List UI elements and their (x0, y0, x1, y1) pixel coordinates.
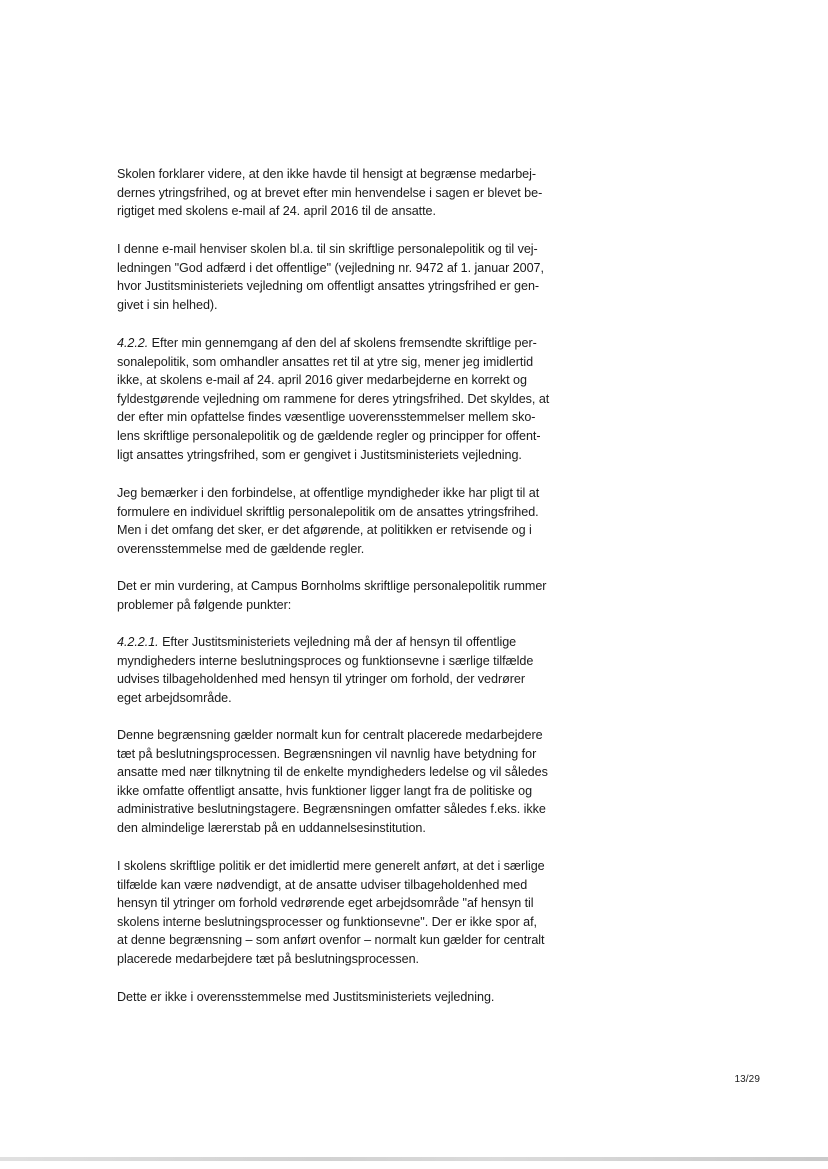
text-line: Jeg bemærker i den forbindelse, at offentlige myndigheder ikke har pligt til at (117, 486, 540, 500)
text-line: ikke omfatte offentligt ansatte, hvis funktioner ligger langt fra de politiske og (117, 783, 533, 798)
text-line: at denne begrænsning – som anført ovenfor – normalt kun gælder for centralt (117, 933, 545, 948)
section-number: 4.2.2.1. (117, 635, 159, 649)
text-line: problemer på følgende punkter: (117, 597, 292, 612)
text-line: hensyn til ytringer om forhold vedrørende eget arbejdsområde "af hensyn til (117, 896, 534, 911)
paragraph-2 (117, 240, 592, 314)
text-line: lens skriftlige personalepolitik og de gældende regler og principper for offent- (117, 428, 541, 443)
text-line: Dette er ikke i overensstemmelse med Justitsministeriets vejledning. (117, 990, 495, 1004)
paragraph-4 (117, 484, 592, 558)
paragraph-4-2-2 (117, 334, 592, 464)
text-line: ansatte med nær tilknytning til de enkelte myndigheders ledelse og vil således (117, 765, 548, 780)
text-line-content: Efter Justitsministeriets vejledning må der af hensyn til offentlige (158, 635, 517, 649)
text-line (117, 334, 592, 353)
section-number: 4.2.2. (117, 336, 149, 350)
text-line: myndigheders interne beslutningsproces og funktionsevne i særlige tilfælde (117, 653, 534, 668)
text-line: I skolens skriftlige politik er det imidlertid mere generelt anført, at det i særlige (117, 859, 545, 873)
text-line: ligt ansattes ytringsfrihed, som er gengivet i Justitsministeriets vejledning. (117, 447, 522, 462)
paragraph-9 (117, 988, 592, 1007)
text-line: ledningen "God adfærd i det offentlige" (vejledning nr. 9472 af 1. januar 2007, (117, 260, 544, 275)
text-line: rigtiget med skolens e-mail af 24. april 2016 til de ansatte. (117, 204, 436, 219)
text-line: administrative beslutningstagere. Begrænsningen omfatter således f.eks. ikke (117, 802, 546, 817)
text-line (117, 633, 592, 652)
text-line: skolens interne beslutningsprocesser og funktionsevne". Der er ikke spor af, (117, 914, 537, 929)
text-line: Det er min vurdering, at Campus Bornholms skriftlige personalepolitik rummer (117, 579, 547, 593)
text-line: overensstemmelse med de gældende regler. (117, 541, 365, 556)
text-line: udvises tilbageholdenhed med hensyn til ytringer om forhold, der vedrører (117, 672, 525, 687)
text-line: tilfælde kan være nødvendigt, at de ansatte udviser tilbageholdenhed med (117, 877, 528, 892)
text-line: fyldestgørende vejledning om rammene for deres ytringsfrihed. Det skyldes, at (117, 391, 550, 406)
text-line: formulere en individuel skriftlig personalepolitik om de ansattes ytringsfrihed. (117, 504, 539, 519)
paragraph-1 (117, 165, 592, 221)
text-line: Men i det omfang det sker, er det afgørende, at politikken er retvisende og i (117, 523, 532, 538)
text-line: der efter min opfattelse findes væsentlige uoverensstemmelser mellem sko- (117, 410, 536, 425)
text-line: Skolen forklarer videre, at den ikke havde til hensigt at begrænse medarbej- (117, 167, 537, 181)
text-line: eget arbejdsområde. (117, 690, 232, 705)
text-line: den almindelige lærerstab på en uddannelsesinstitution. (117, 820, 426, 835)
paragraph-4-2-2-1 (117, 633, 592, 707)
text-line: tæt på beslutningsprocessen. Begrænsningen vil navnlig have betydning for (117, 746, 537, 761)
text-line-content: Efter min gennemgang af den del af skolens fremsendte skriftlige per- (148, 336, 537, 350)
text-line: sonalepolitik, som omhandler ansattes ret til at ytre sig, mener jeg imidlertid (117, 354, 534, 369)
scan-edge-divider (0, 1157, 828, 1161)
paragraph-8 (117, 857, 592, 969)
text-line: givet i sin helhed). (117, 297, 218, 312)
paragraph-5 (117, 577, 592, 614)
text-line: dernes ytringsfrihed, og at brevet efter min henvendelse i sagen er blevet be- (117, 185, 543, 200)
text-line: hvor Justitsministeriets vejledning om offentligt ansattes ytringsfrihed er gen- (117, 279, 540, 294)
page-number: 13/29 (734, 1074, 760, 1085)
text-line: ikke, at skolens e-mail af 24. april 2016 giver medarbejderne en korrekt og (117, 373, 527, 388)
text-line: placerede medarbejdere tæt på beslutningsprocessen. (117, 951, 419, 966)
paragraph-7 (117, 726, 592, 838)
text-line: I denne e-mail henviser skolen bl.a. til sin skriftlige personalepolitik og til vej- (117, 242, 538, 256)
text-line: Denne begrænsning gælder normalt kun for centralt placerede medarbejdere (117, 728, 543, 742)
